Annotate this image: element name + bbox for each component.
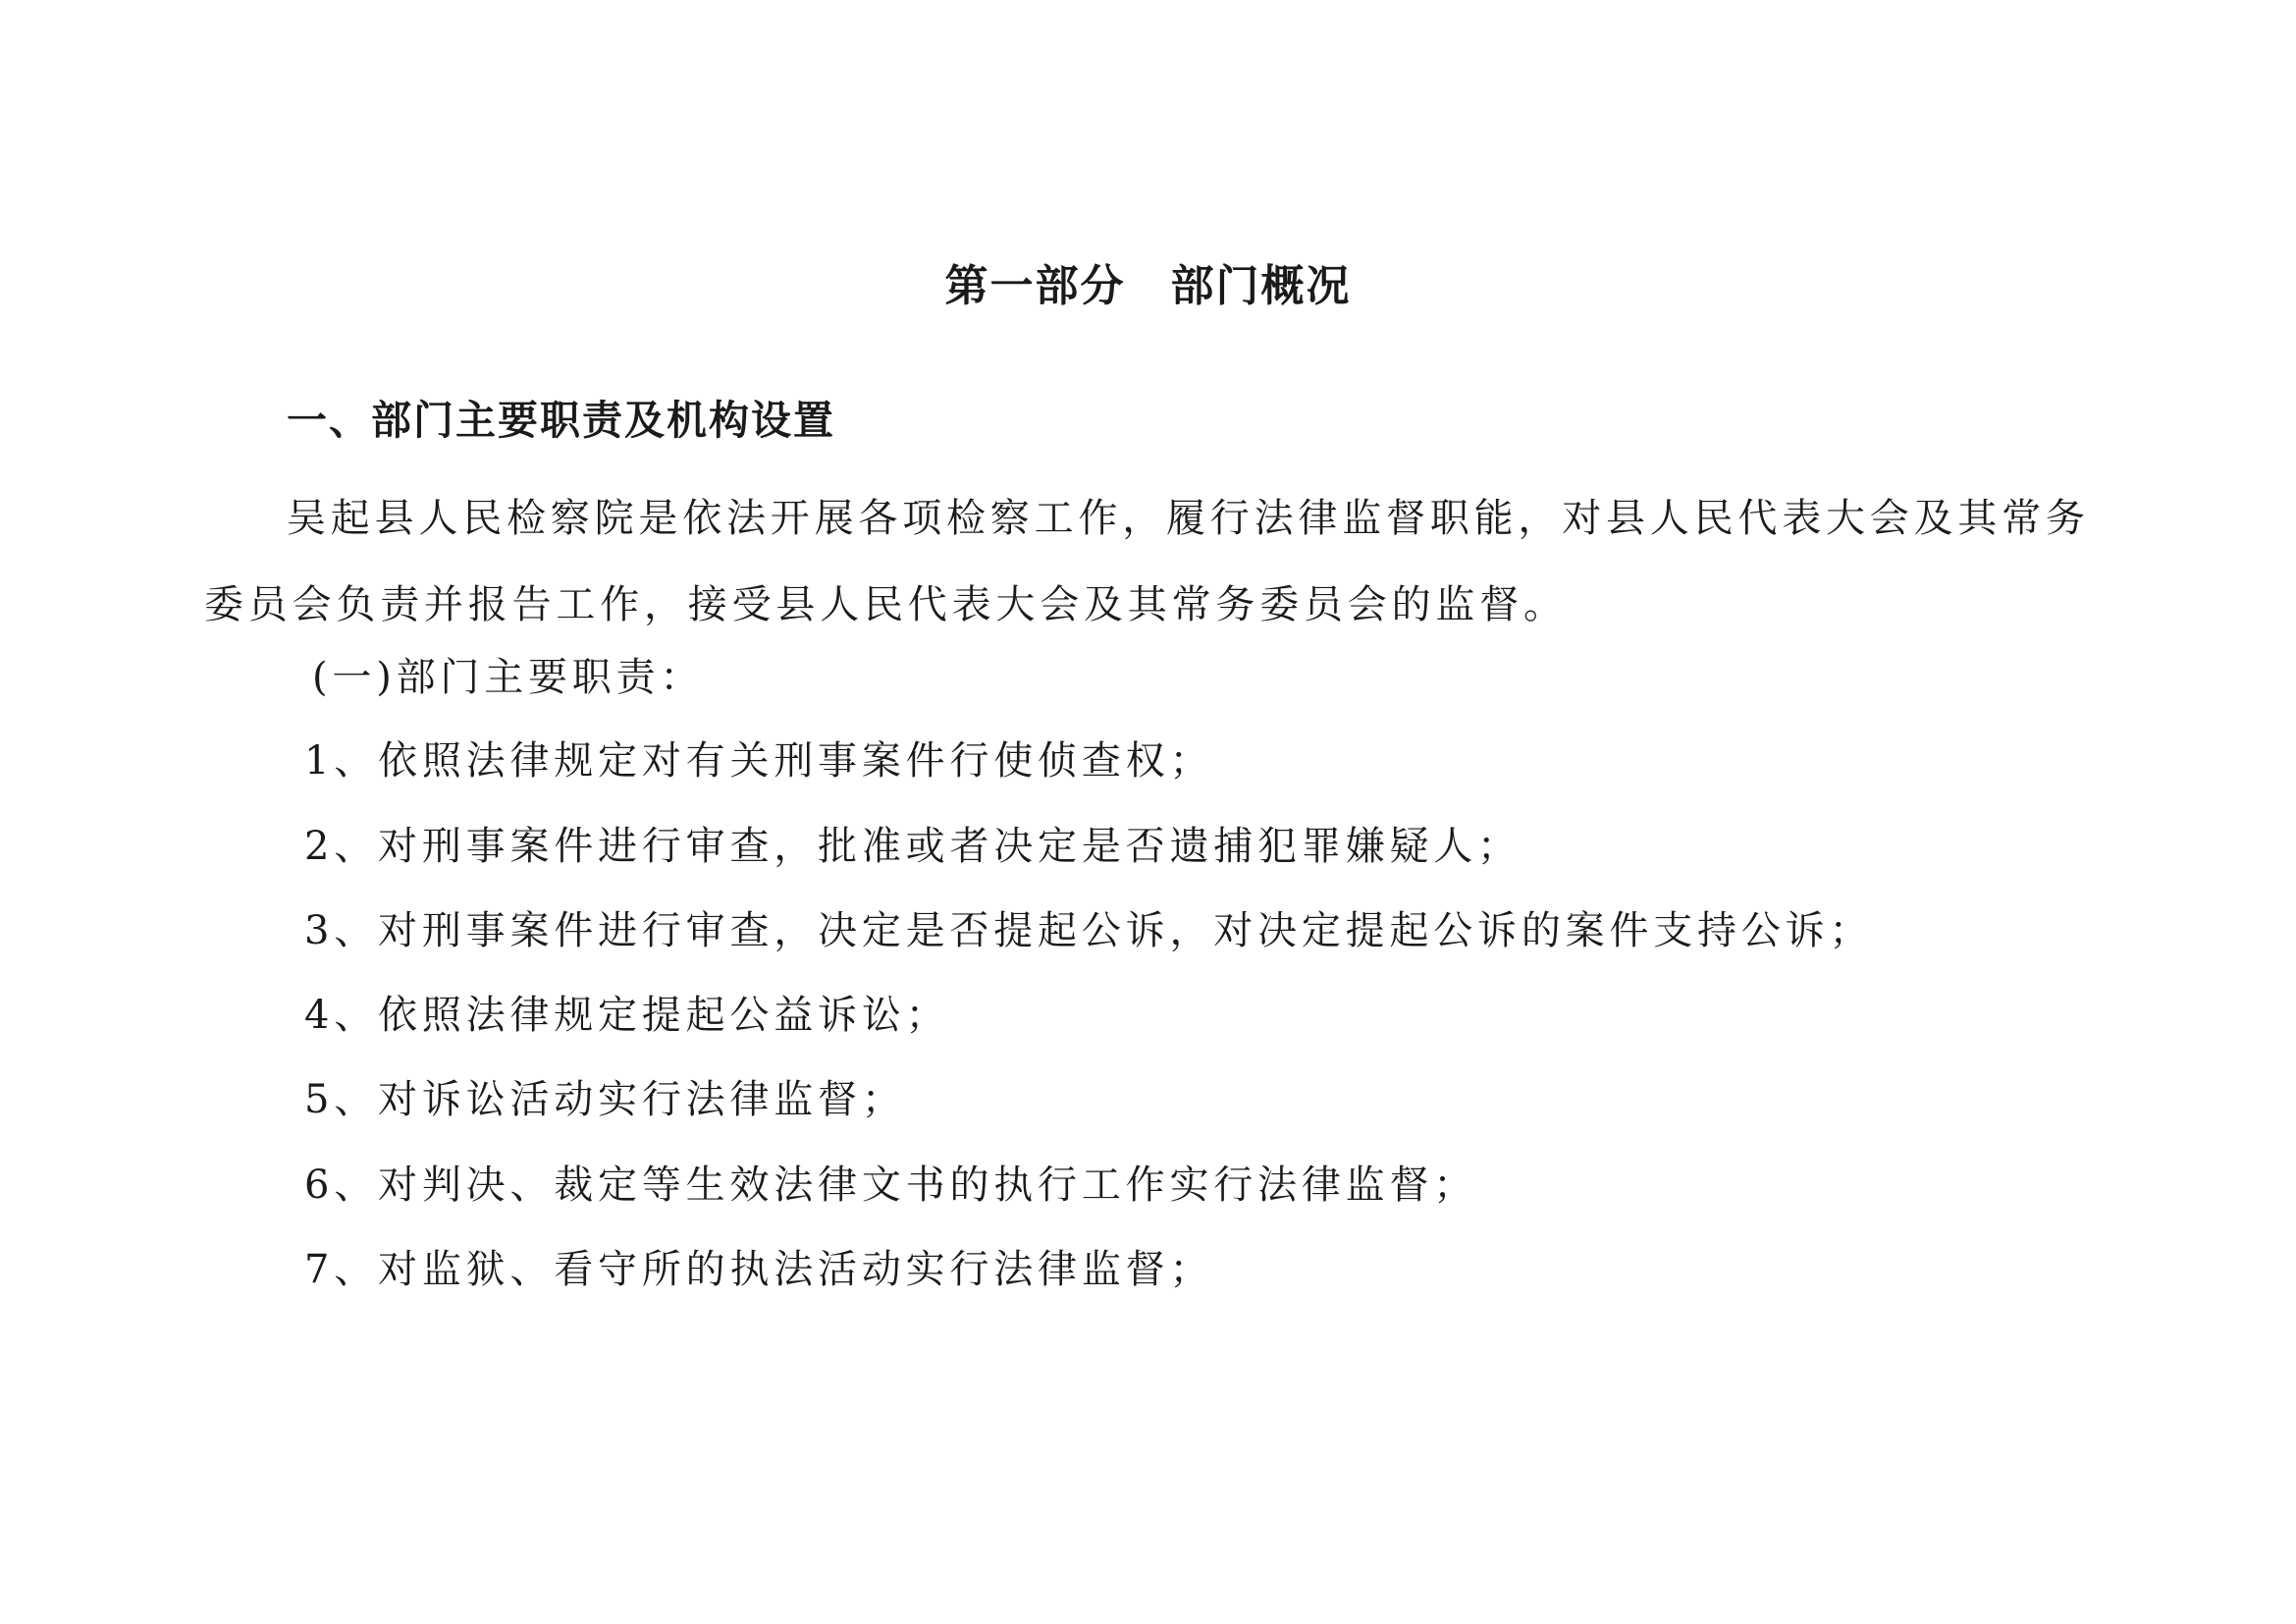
page-title: 第一部分 部门概况 bbox=[944, 261, 1352, 311]
duty-item: 2、对刑事案件进行审查，批准或者决定是否遗捕犯罪嫌疑人； bbox=[304, 824, 1522, 869]
duty-item: 1、依照法律规定对有关刑事案件行使侦查权； bbox=[304, 738, 1214, 784]
intro-paragraph: 吴起县人民检察院是依法开展各项检察工作，履行法律监督职能，对县人民代表大会及其常务委员会负责并报告工作，接受县人民代表大会及其常务委员会的监督。 bbox=[204, 496, 2090, 627]
duty-item: 4、依照法律规定提起公益诉讼； bbox=[304, 993, 950, 1038]
duty-item: 3、对刑事案件进行审查，决定是否提起公诉，对决定提起公诉的案件支持公诉； bbox=[304, 908, 1874, 953]
duty-item: 7、对监狱、看守所的执法活动实行法律监督； bbox=[304, 1247, 1214, 1292]
duty-item: 6、对判决、裁定等生效法律文书的执行工作实行法律监督； bbox=[304, 1163, 1478, 1208]
duties-subheading: (一)部门主要职责： bbox=[312, 655, 705, 700]
section-heading: 一、部门主要职责及机构设置 bbox=[287, 397, 835, 444]
duty-item: 5、对诉讼活动实行法律监督； bbox=[304, 1077, 906, 1122]
